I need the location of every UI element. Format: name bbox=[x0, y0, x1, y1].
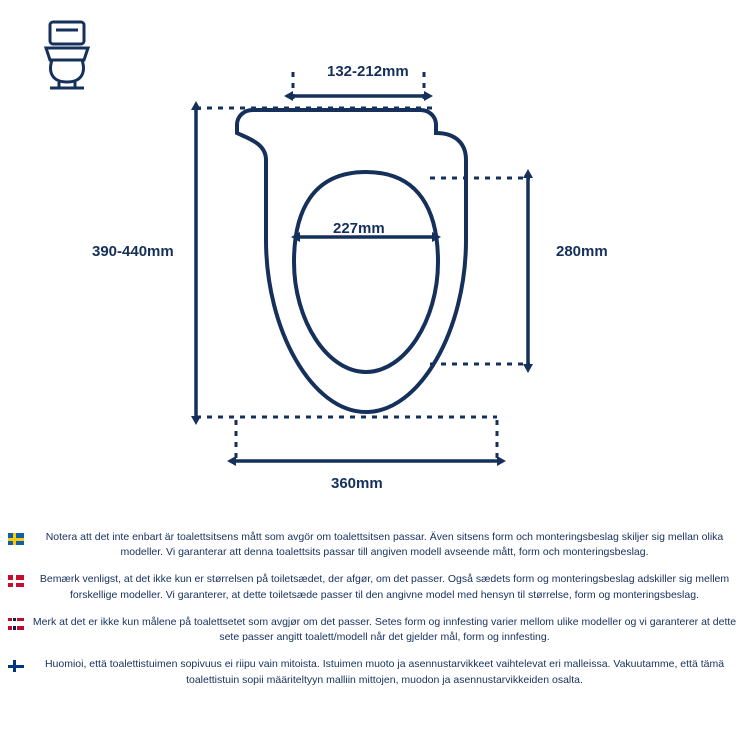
dimension-label-total-length: 390-440mm bbox=[92, 243, 174, 260]
flag-sweden-icon bbox=[8, 533, 24, 545]
dimension-label-inner-height: 280mm bbox=[556, 243, 608, 260]
note-item-sv bbox=[8, 530, 742, 560]
toilet-icon bbox=[46, 22, 88, 88]
note-text-no: Merk at det er ikke kun målene på toalettsetet som avgjør om det passer. Setes form og innfesting varier mellom ulike modeller og vi garanterer at dette sete passer angitt toalett/modell når det gjelder mål, form og innfesting. bbox=[32, 615, 737, 644]
dimension-label-inner-length: 227mm bbox=[333, 220, 385, 237]
dimension-label-top-width: 132-212mm bbox=[327, 63, 409, 80]
note-item-da bbox=[8, 572, 742, 602]
note-item-no bbox=[8, 615, 742, 645]
language-notes bbox=[0, 530, 750, 700]
flag-denmark-icon bbox=[8, 575, 24, 587]
flag-norway-icon bbox=[8, 618, 24, 630]
note-text-sv: Notera att det inte enbart är toalettsitsens mått som avgör om toalettsitsen passar. Även sitsens form och monteringsbeslag skiljer sig mellan olika modeller. Vi garanterar att denna toalettsits passar till angiven modell avseende mått, form och monteringsbeslag. bbox=[45, 531, 724, 559]
dimension-label-total-width: 360mm bbox=[331, 475, 383, 492]
flag-finland-icon bbox=[8, 660, 24, 672]
note-text-da: Bemærk venligst, at det ikke kun er størrelsen på toiletsædet, der afgør, om det passer. Også sædets form og monteringsbeslag adskiller sig mellem forskellige modeller. Vi garanterer, at dette toiletsæde passer til den angivne model med hensyn til størrelse, form og monteringsbeslag. bbox=[39, 573, 730, 601]
note-item-fi bbox=[8, 657, 742, 687]
note-text-fi: Huomioi, että toalettistuimen sopivuus ei riipu vain mitoista. Istuimen muoto ja asennustarvikkeet vaihtelevat eri malleissa. Vakuutamme, että tämä toalettistuin sopii määriteltyyn malliin mittojen, muodon ja asennustarvikkeiden osalta. bbox=[44, 658, 725, 686]
